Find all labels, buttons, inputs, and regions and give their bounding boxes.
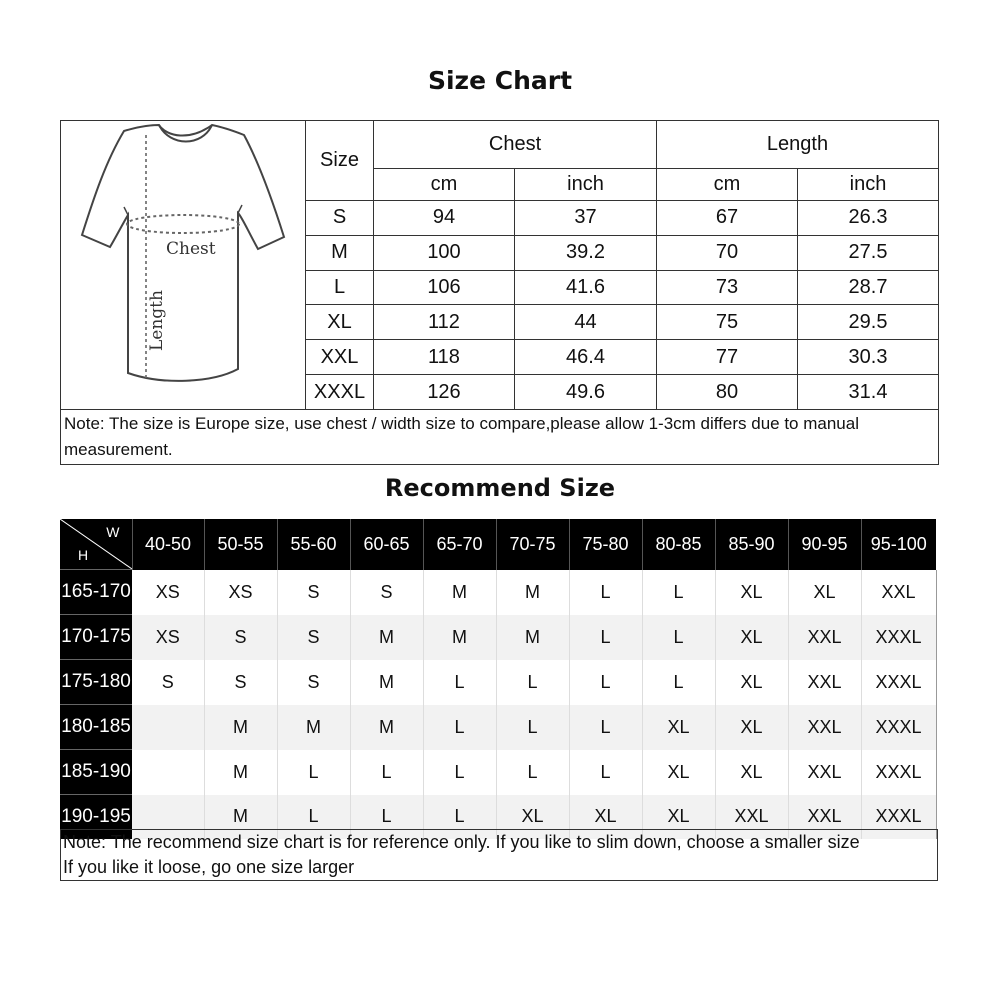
recommended-size-cell: S	[277, 660, 350, 705]
weight-header-cell: 55-60	[277, 519, 350, 570]
recommended-size-cell: XL	[496, 795, 569, 840]
chest-inch-cell: 49.6	[515, 375, 657, 410]
recommended-size-cell: L	[350, 750, 423, 795]
length-cm-cell: 75	[657, 305, 798, 340]
recommended-size-cell: XXXL	[861, 705, 936, 750]
weight-header-cell: 60-65	[350, 519, 423, 570]
chest-cm-cell: 100	[374, 235, 515, 270]
recommended-size-cell: M	[496, 615, 569, 660]
recommend-note-line-1: Note: The recommend size chart is for reference only. If you like to slim down, choose a smaller size	[63, 832, 860, 852]
recommended-size-cell: L	[642, 570, 715, 615]
recommended-size-cell: XS	[132, 570, 204, 615]
recommended-size-cell: L	[569, 615, 642, 660]
size-chart-table	[60, 120, 939, 465]
recommended-size-cell: XL	[788, 570, 861, 615]
weight-header-cell: 75-80	[569, 519, 642, 570]
length-cm-header: cm	[657, 169, 798, 201]
size-chart	[60, 120, 938, 459]
length-cm-cell: 67	[657, 200, 798, 235]
recommended-size-cell	[132, 705, 204, 750]
recommended-size-cell: M	[350, 615, 423, 660]
recommended-size-cell: XXXL	[861, 615, 936, 660]
recommended-size-cell: L	[569, 570, 642, 615]
recommended-size-cell: L	[496, 660, 569, 705]
recommended-size-cell: XXXL	[861, 660, 936, 705]
table-row	[60, 615, 936, 660]
recommended-size-cell: M	[350, 660, 423, 705]
height-axis-label: H	[78, 547, 89, 563]
recommended-size-cell: L	[277, 750, 350, 795]
recommended-size-cell: XXL	[715, 795, 788, 840]
recommended-size-cell: M	[496, 570, 569, 615]
length-inch-cell: 31.4	[798, 375, 939, 410]
chest-cm-cell: 118	[374, 340, 515, 375]
length-inch-cell: 30.3	[798, 340, 939, 375]
length-inch-cell: 28.7	[798, 270, 939, 305]
recommended-size-cell: M	[204, 705, 277, 750]
weight-header-cell: 50-55	[204, 519, 277, 570]
weight-axis-label: W	[106, 524, 120, 540]
recommended-size-cell: M	[423, 615, 496, 660]
recommended-size-cell: M	[204, 795, 277, 840]
recommended-size-cell: S	[204, 660, 277, 705]
length-cm-cell: 77	[657, 340, 798, 375]
recommended-size-cell: L	[642, 660, 715, 705]
recommended-size-cell: XXL	[788, 750, 861, 795]
height-header-cell: 190-195	[60, 795, 132, 840]
recommended-size-cell: M	[204, 750, 277, 795]
table-row	[60, 705, 936, 750]
recommended-size-cell: XS	[132, 615, 204, 660]
weight-header-cell: 65-70	[423, 519, 496, 570]
size-cell: XXXL	[306, 375, 374, 410]
recommended-size-cell: XL	[642, 705, 715, 750]
recommended-size-cell: XXL	[861, 570, 936, 615]
recommended-size-cell: XXL	[788, 705, 861, 750]
weight-header-cell: 70-75	[496, 519, 569, 570]
recommended-size-cell: L	[496, 705, 569, 750]
size-cell: L	[306, 270, 374, 305]
recommended-size-cell: XL	[715, 660, 788, 705]
chest-inch-header: inch	[515, 169, 657, 201]
weight-header-cell: 80-85	[642, 519, 715, 570]
recommended-size-cell: L	[569, 705, 642, 750]
recommend-size-chart	[60, 519, 936, 839]
recommended-size-cell: L	[496, 750, 569, 795]
length-cm-cell: 80	[657, 375, 798, 410]
recommended-size-cell: S	[277, 615, 350, 660]
recommended-size-cell: XXL	[788, 660, 861, 705]
corner-cell	[60, 519, 132, 570]
recommended-size-cell: M	[423, 570, 496, 615]
chest-cm-cell: 94	[374, 200, 515, 235]
tshirt-illustration-cell	[61, 121, 306, 410]
recommended-size-cell: L	[423, 705, 496, 750]
recommend-size-title: Recommend Size	[384, 474, 616, 502]
length-cm-cell: 70	[657, 235, 798, 270]
length-inch-cell: 29.5	[798, 305, 939, 340]
chest-cm-cell: 126	[374, 375, 515, 410]
weight-header-cell: 85-90	[715, 519, 788, 570]
recommended-size-cell: S	[132, 660, 204, 705]
recommended-size-cell: L	[569, 750, 642, 795]
recommend-size-table	[60, 519, 937, 839]
recommended-size-cell: S	[204, 615, 277, 660]
chest-cm-cell: 106	[374, 270, 515, 305]
length-inch-cell: 26.3	[798, 200, 939, 235]
length-inch-header: inch	[798, 169, 939, 201]
size-cell: XXL	[306, 340, 374, 375]
recommended-size-cell: XXL	[788, 615, 861, 660]
recommended-size-cell: L	[277, 795, 350, 840]
table-row	[60, 570, 936, 615]
height-header-cell: 165-170	[60, 570, 132, 615]
table-row	[60, 660, 936, 705]
size-cell: S	[306, 200, 374, 235]
length-measure-label: Length	[146, 290, 167, 351]
recommended-size-cell: XL	[715, 705, 788, 750]
recommended-size-cell: L	[423, 795, 496, 840]
recommended-size-cell: XL	[715, 615, 788, 660]
recommend-size-note	[60, 829, 938, 881]
recommended-size-cell: S	[350, 570, 423, 615]
recommended-size-cell: S	[277, 570, 350, 615]
recommended-size-cell: XXXL	[861, 795, 936, 840]
weight-header-cell: 95-100	[861, 519, 936, 570]
size-header: Size	[306, 121, 374, 201]
length-cm-cell: 73	[657, 270, 798, 305]
recommended-size-cell: XS	[204, 570, 277, 615]
recommended-size-cell: XL	[642, 750, 715, 795]
chest-cm-header: cm	[374, 169, 515, 201]
recommended-size-cell: L	[423, 750, 496, 795]
recommend-note-line-2: If you like it loose, go one size larger	[63, 857, 355, 877]
tshirt-measurement-icon	[62, 121, 305, 403]
size-chart-title: Size Chart	[427, 66, 573, 95]
length-header: Length	[657, 121, 939, 169]
recommended-size-cell: L	[642, 615, 715, 660]
chest-inch-cell: 41.6	[515, 270, 657, 305]
recommended-size-cell: L	[423, 660, 496, 705]
size-cell: M	[306, 235, 374, 270]
weight-header-row	[60, 519, 936, 570]
recommended-size-cell	[132, 750, 204, 795]
size-cell: XL	[306, 305, 374, 340]
chest-inch-cell: 44	[515, 305, 657, 340]
height-header-cell: 175-180	[60, 660, 132, 705]
chest-inch-cell: 37	[515, 200, 657, 235]
height-header-cell: 185-190	[60, 750, 132, 795]
recommended-size-cell: XXL	[788, 795, 861, 840]
recommended-size-cell: XL	[569, 795, 642, 840]
height-header-cell: 170-175	[60, 615, 132, 660]
recommended-size-cell: XXXL	[861, 750, 936, 795]
weight-header-cell: 90-95	[788, 519, 861, 570]
length-inch-cell: 27.5	[798, 235, 939, 270]
chest-inch-cell: 46.4	[515, 340, 657, 375]
chest-cm-cell: 112	[374, 305, 515, 340]
recommended-size-cell: M	[277, 705, 350, 750]
size-chart-note: Note: The size is Europe size, use chest / width size to compare,please allow 1-3cm differs due to manual measurement.	[61, 410, 939, 465]
recommended-size-cell: L	[569, 660, 642, 705]
table-row	[60, 750, 936, 795]
recommended-size-cell: XL	[642, 795, 715, 840]
recommended-size-cell: XL	[715, 570, 788, 615]
recommended-size-cell: XL	[715, 750, 788, 795]
corner-diagonal-icon	[60, 519, 132, 569]
chest-inch-cell: 39.2	[515, 235, 657, 270]
recommended-size-cell: M	[350, 705, 423, 750]
height-header-cell: 180-185	[60, 705, 132, 750]
weight-header-cell: 40-50	[132, 519, 204, 570]
chest-header: Chest	[374, 121, 657, 169]
recommended-size-cell: L	[350, 795, 423, 840]
chest-measure-label: Chest	[165, 239, 216, 259]
